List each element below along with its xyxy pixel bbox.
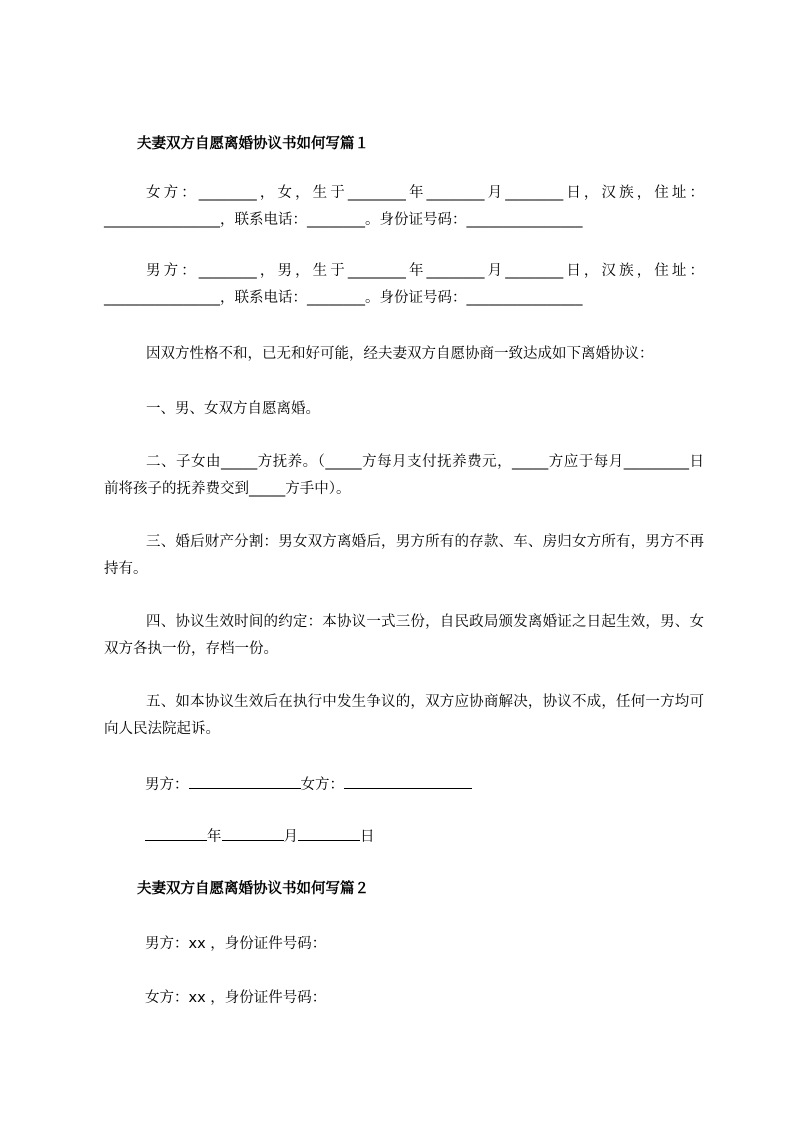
female-signature-blank [344, 774, 472, 789]
section-title-1: 夫妻双方自愿离婚协议书如何写篇１ [137, 136, 369, 152]
year-blank [145, 826, 207, 841]
male-id-line: 男方：xx ，身份证件号码： [145, 936, 327, 952]
clause-4: 四、协议生效时间的约定：本协议一式三份，自民政局颁发离婚证之日起生效，男、女双方各执一份，存档一份。 [104, 614, 704, 657]
date-line [145, 825, 375, 846]
month-blank [222, 826, 284, 841]
clause-2: 二、子女由_____方抚养。（_____方每月支付抚养费元，_____方应于每月_________日前将孩子的抚养费交到_____方手中）。 [104, 454, 704, 497]
male-info-paragraph: 男方：________，男，生于________年________月________日，汉族，住址：________________，联系电话：________。身份证号码：________________ [104, 263, 704, 306]
signature-line [145, 773, 472, 794]
female-signature-label: 女方： [300, 777, 344, 793]
clause-5: 五、如本协议生效后在执行中发生争议的，双方应协商解决，协议不成，任何一方均可向人民法院起诉。 [104, 694, 704, 737]
male-signature-blank [189, 774, 301, 789]
female-info-paragraph: 女方：________，女，生于________年________月________日，汉族，住址：________________，联系电话：________。身份证号码：________________ [104, 185, 704, 228]
day-blank [298, 826, 360, 841]
section-title-2: 夫妻双方自愿离婚协议书如何写篇２ [137, 881, 369, 897]
reason-paragraph: 因双方性格不和，已无和好可能，经夫妻双方自愿协商一致达成如下离婚协议： [146, 346, 654, 362]
clause-1: 一、男、女双方自愿离婚。 [146, 401, 320, 417]
month-label: 月 [283, 829, 298, 845]
male-signature-label: 男方： [145, 777, 189, 793]
clause-3: 三、婚后财产分割：男女双方离婚后，男方所有的存款、车、房归女方所有，男方不再持有。 [104, 534, 704, 577]
female-id-line: 女方：xx ，身份证件号码： [145, 990, 327, 1006]
year-label: 年 [207, 829, 222, 845]
day-label: 日 [360, 829, 375, 845]
